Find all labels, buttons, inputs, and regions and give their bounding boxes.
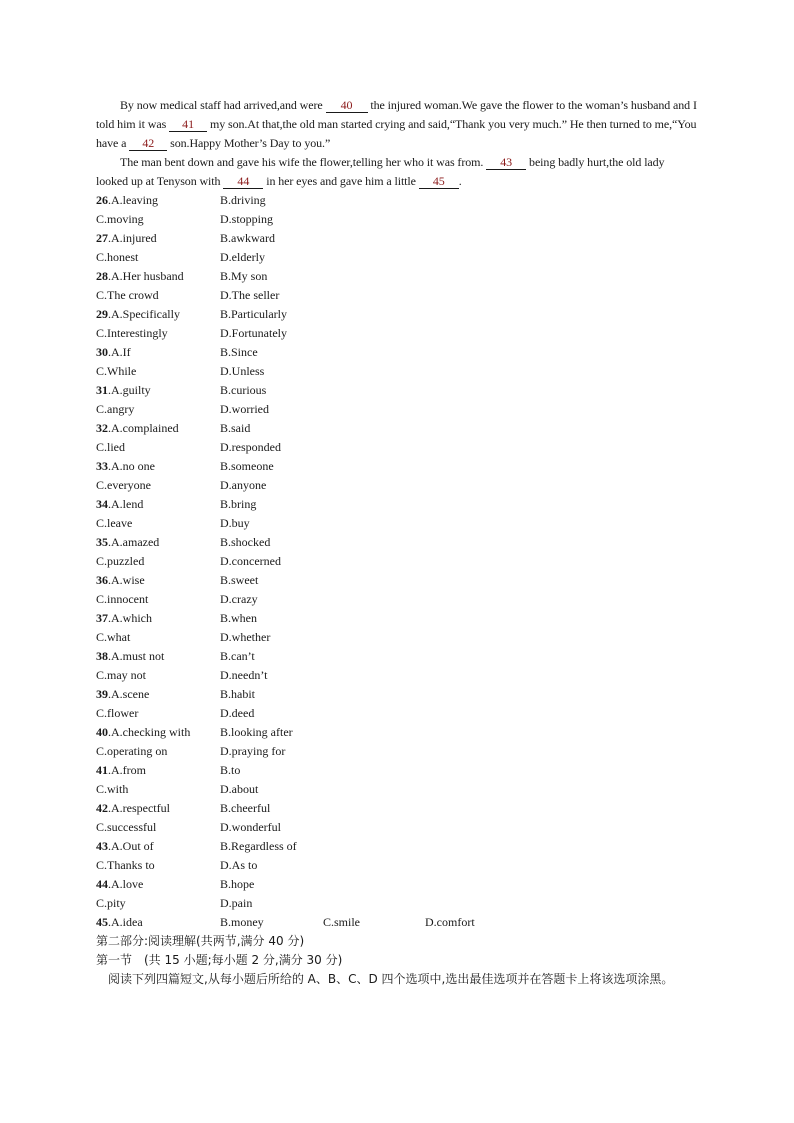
option-b: B.said (220, 421, 251, 435)
option-b: B.Since (220, 345, 258, 359)
question-40-row-cd (96, 742, 698, 761)
option-c: C.successful (96, 820, 157, 834)
question-number: 30 (96, 345, 108, 359)
question-38-row-cd (96, 666, 698, 685)
option-b: B.when (220, 611, 257, 625)
question-34-row-cd (96, 514, 698, 533)
question-28-row-ab (96, 267, 698, 286)
question-number: 39 (96, 687, 108, 701)
option-d: D.Fortunately (220, 326, 287, 340)
option-c: C.puzzled (96, 554, 145, 568)
question-43-row-ab (96, 837, 698, 856)
blank-41: 41 (169, 118, 207, 132)
option-a: 31.A.guilty (96, 383, 151, 397)
option-c: C.lied (96, 440, 125, 454)
blank-45: 45 (419, 175, 459, 189)
question-29-row-cd (96, 324, 698, 343)
option-c: C.Interestingly (96, 326, 168, 340)
question-32-row-ab (96, 419, 698, 438)
option-c: C.pity (96, 896, 126, 910)
question-33-row-cd (96, 476, 698, 495)
option-d: D.The seller (220, 288, 280, 302)
question-33-row-ab (96, 457, 698, 476)
option-b: B.curious (220, 383, 267, 397)
question-35-row-ab (96, 533, 698, 552)
option-a: 37.A.which (96, 611, 152, 625)
question-number: 28 (96, 269, 108, 283)
option-b: B.driving (220, 193, 266, 207)
question-34-row-ab (96, 495, 698, 514)
option-b: B.Particularly (220, 307, 287, 321)
question-number: 34 (96, 497, 108, 511)
option-a: 26.A.leaving (96, 193, 158, 207)
question-number: 40 (96, 725, 108, 739)
blank-44: 44 (223, 175, 263, 189)
option-a: 42.A.respectful (96, 801, 170, 815)
option-b: B.can’t (220, 649, 255, 663)
option-b: B.cheerful (220, 801, 271, 815)
option-a: 27.A.injured (96, 231, 157, 245)
question-30-row-cd (96, 362, 698, 381)
option-b: B.Regardless of (220, 839, 297, 853)
option-a: 35.A.amazed (96, 535, 160, 549)
option-c: C.leave (96, 516, 133, 530)
option-c: C.innocent (96, 592, 149, 606)
question-41-row-cd (96, 780, 698, 799)
option-c: C.flower (96, 706, 139, 720)
blank-43: 43 (486, 156, 526, 170)
question-31-row-cd (96, 400, 698, 419)
question-number: 37 (96, 611, 108, 625)
option-d: D.elderly (220, 250, 265, 264)
option-a: 41.A.from (96, 763, 146, 777)
question-39-row-cd (96, 704, 698, 723)
question-number: 43 (96, 839, 108, 853)
option-b: B.bring (220, 497, 257, 511)
option-b: B.someone (220, 459, 274, 473)
option-b: B.awkward (220, 231, 275, 245)
option-b: B.looking after (220, 725, 293, 739)
question-number: 41 (96, 763, 108, 777)
option-c: C.The crowd (96, 288, 159, 302)
option-a: 33.A.no one (96, 459, 155, 473)
option-c: C.operating on (96, 744, 168, 758)
question-37-row-cd (96, 628, 698, 647)
option-c: C.While (96, 364, 137, 378)
question-42-row-cd (96, 818, 698, 837)
option-c: C.what (96, 630, 131, 644)
question-45 (96, 913, 698, 932)
option-a: 44.A.love (96, 877, 144, 891)
question-38-row-ab (96, 647, 698, 666)
option-a: 29.A.Specifically (96, 307, 180, 321)
option-b: B.sweet (220, 573, 259, 587)
question-28-row-cd (96, 286, 698, 305)
exam-page (96, 96, 698, 989)
question-number: 26 (96, 193, 108, 207)
option-d: D.pain (220, 896, 253, 910)
blank-40: 40 (326, 99, 368, 113)
question-number: 29 (96, 307, 108, 321)
question-number: 32 (96, 421, 108, 435)
option-d: D.anyone (220, 478, 267, 492)
option-c: C.Thanks to (96, 858, 155, 872)
question-40-row-ab (96, 723, 698, 742)
option-d: D.whether (220, 630, 271, 644)
option-b: B.My son (220, 269, 268, 283)
question-number: 38 (96, 649, 108, 663)
option-d: D.needn’t (220, 668, 268, 682)
part-2-heading: 第二部分:阅读理解(共两节,满分 40 分) (96, 934, 305, 948)
option-c: C.honest (96, 250, 139, 264)
question-number: 27 (96, 231, 108, 245)
option-d: D.comfort (425, 915, 475, 929)
question-number: 36 (96, 573, 108, 587)
question-41-row-ab (96, 761, 698, 780)
question-29-row-ab (96, 305, 698, 324)
section-1-heading: 第一节 (共 15 小题;每小题 2 分,满分 30 分) (96, 953, 343, 967)
question-44-row-cd (96, 894, 698, 913)
question-26-row-cd (96, 210, 698, 229)
question-36-row-ab (96, 571, 698, 590)
option-a: 32.A.complained (96, 421, 179, 435)
question-43-row-cd (96, 856, 698, 875)
question-42-row-ab (96, 799, 698, 818)
option-d: D.wonderful (220, 820, 281, 834)
option-c: C.smile (323, 915, 361, 929)
option-a: 43.A.Out of (96, 839, 154, 853)
passage-paragraph-1: By now medical staff had arrived,and were 40 the injured woman.We gave the flower to the woman’s husband and I told him it was 41 my son.At that,the old man started crying and said,“Thank you very much.” He then turned to me,“You have a 42 son.Happy Mother’s Day to you.” (96, 98, 697, 150)
question-number: 35 (96, 535, 108, 549)
option-a: 38.A.must not (96, 649, 165, 663)
option-d: D.responded (220, 440, 281, 454)
option-b: B.shocked (220, 535, 271, 549)
cloze-passage (96, 96, 698, 191)
option-d: D.crazy (220, 592, 258, 606)
option-d: D.buy (220, 516, 250, 530)
option-c: C.everyone (96, 478, 151, 492)
question-30-row-ab (96, 343, 698, 362)
option-a: 30.A.If (96, 345, 131, 359)
option-b: B.money (220, 915, 264, 929)
option-c: C.angry (96, 402, 135, 416)
passage-paragraph-2: The man bent down and gave his wife the flower,telling her who it was from. 43 being badly hurt,the old lady looked up at Tenyson with 44 in her eyes and gave him a little 45 . (96, 155, 665, 188)
option-a: 39.A.scene (96, 687, 150, 701)
option-d: D.stopping (220, 212, 274, 226)
option-a: 34.A.lend (96, 497, 144, 511)
question-26-row-ab (96, 191, 698, 210)
question-39-row-ab (96, 685, 698, 704)
option-c: C.with (96, 782, 129, 796)
question-32-row-cd (96, 438, 698, 457)
question-number: 31 (96, 383, 108, 397)
option-c: C.may not (96, 668, 146, 682)
question-number: 42 (96, 801, 108, 815)
option-a: 28.A.Her husband (96, 269, 184, 283)
option-b: B.habit (220, 687, 255, 701)
question-31-row-ab (96, 381, 698, 400)
option-d: D.Unless (220, 364, 265, 378)
option-a: 36.A.wise (96, 573, 145, 587)
option-d: D.praying for (220, 744, 286, 758)
reading-instruction: 阅读下列四篇短文,从每小题后所给的 A、B、C、D 四个选项中,选出最佳选项并在答题卡上将该选项涂黑。 (108, 972, 674, 986)
question-number: 45 (96, 915, 108, 929)
option-a: 40.A.checking with (96, 725, 191, 739)
option-b: B.to (220, 763, 241, 777)
question-35-row-cd (96, 552, 698, 571)
option-d: D.As to (220, 858, 258, 872)
option-d: D.deed (220, 706, 255, 720)
question-36-row-cd (96, 590, 698, 609)
option-d: D.about (220, 782, 259, 796)
question-37-row-ab (96, 609, 698, 628)
option-a: 45.A.idea (96, 915, 143, 929)
blank-42: 42 (129, 137, 167, 151)
question-27-row-ab (96, 229, 698, 248)
question-number: 33 (96, 459, 108, 473)
option-b: B.hope (220, 877, 255, 891)
question-27-row-cd (96, 248, 698, 267)
answer-options (96, 191, 698, 913)
option-c: C.moving (96, 212, 144, 226)
option-d: D.worried (220, 402, 269, 416)
question-number: 44 (96, 877, 108, 891)
option-d: D.concerned (220, 554, 281, 568)
question-44-row-ab (96, 875, 698, 894)
